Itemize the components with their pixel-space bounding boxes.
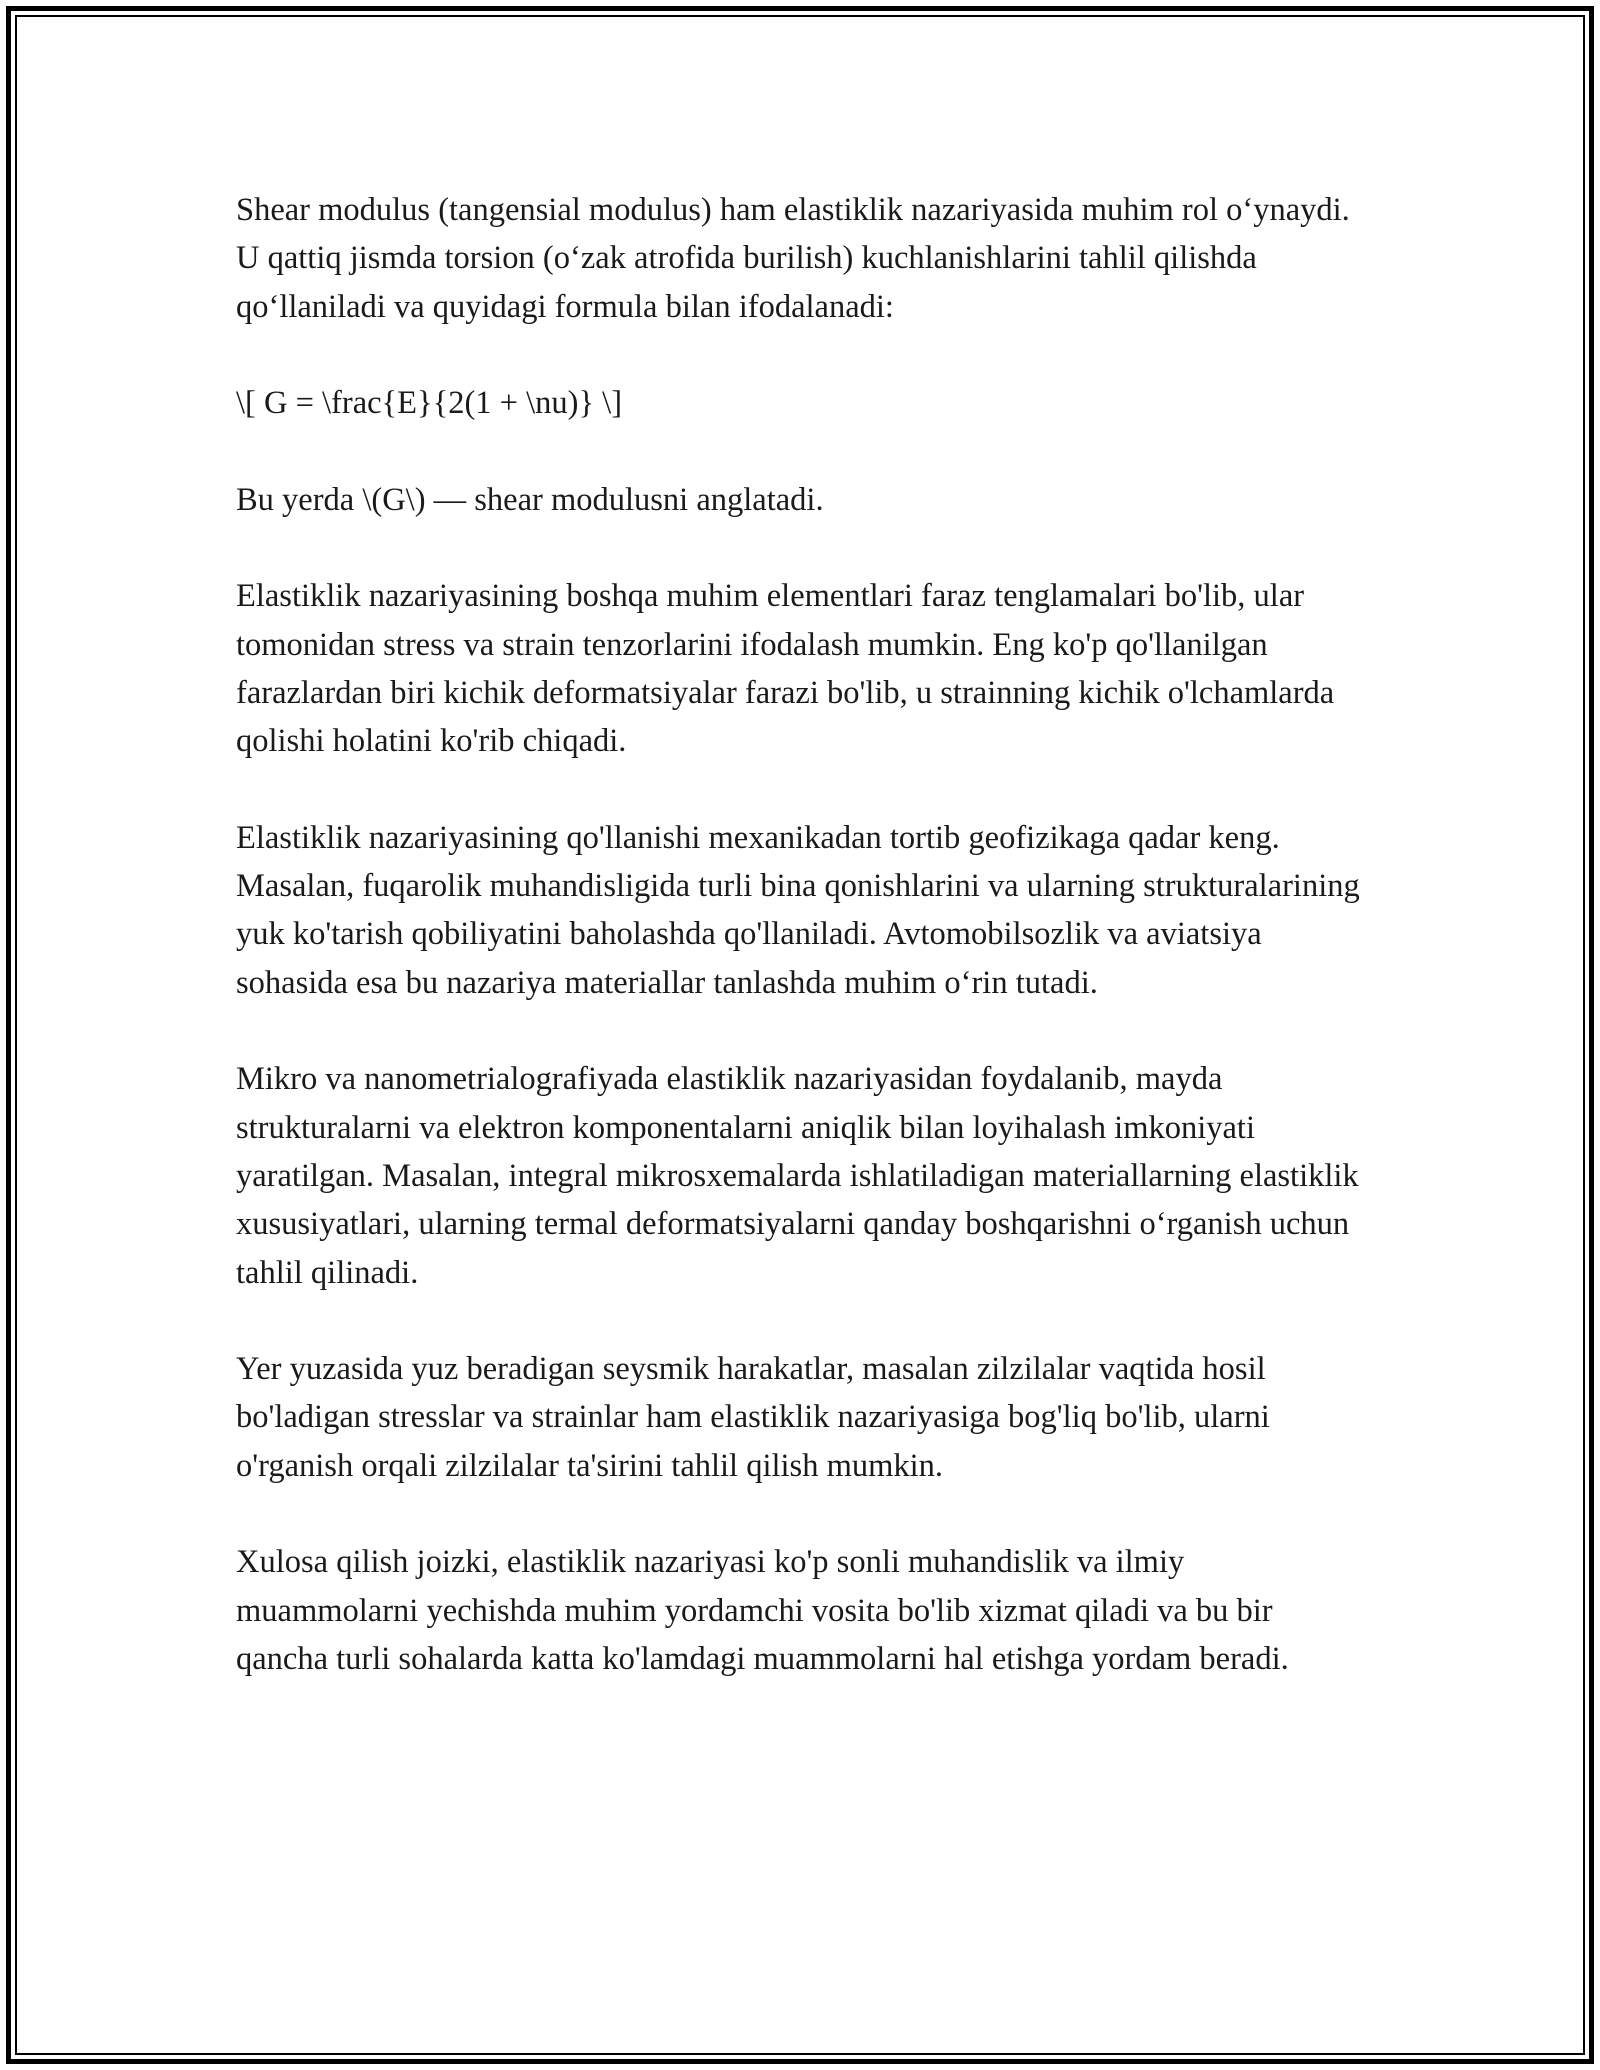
paragraph-micro-nano: Mikro va nanometrialografiyada elastiklik nazariyasidan foydalanib, mayda strukturalarni va elektron komponentalarni aniqlik bilan loyihalash imkoniyati yaratilgan. Masalan, integral mikrosxemalarda ishlatiladigan materiallarning elastiklik xususiyatlari, ularning termal deformatsiyalarni qanday boshqarishni o‘rganish uchun tahlil qilinadi. [236,1061,1359,1291]
paragraph-assumptions: Elastiklik nazariyasining boshqa muhim elementlari faraz tenglamalari bo'lib, ular tomonidan stress va strain tenzorlarini ifodalash mumkin. Eng ko'p qo'llanilgan farazlardan biri kichik deformatsiyalar farazi bo'lib, u strainning kichik o'lchamlarda qolishi holatini ko'rib chiqadi. [236,578,1335,760]
paragraph-formula-explanation: Bu yerda \(G\) — shear modulusni anglatadi. [236,481,824,518]
document-body [236,186,1366,1732]
paragraph-conclusion: Xulosa qilish joizki, elastiklik nazariyasi ko'p sonli muhandislik va ilmiy muammolarni yechishda muhim yordamchi vosita bo'lib xizmat qiladi va bu bir qancha turli sohalarda katta ko'lamdagi muammolarni hal etishga yordam beradi. [236,1544,1289,1677]
formula-shear-modulus: \[ G = \frac{E}{2(1 + \nu)} \] [236,385,623,422]
paragraph-seismic: Yer yuzasida yuz beradigan seysmik harakatlar, masalan zilzilalar vaqtida hosil bo'ladigan stresslar va strainlar ham elastiklik nazariyasiga bog'liq bo'lib, ularni o'rganish orqali zilzilalar ta'sirini tahlil qilish mumkin. [236,1351,1270,1484]
paragraph-shear-modulus: Shear modulus (tangensial modulus) ham elastiklik nazariyasida muhim rol o‘ynaydi. U qattiq jismda torsion (o‘zak atrofida burilish) kuchlanishlarini tahlil qilishda qo‘llaniladi va quyidagi formula bilan ifodalanadi: [236,192,1350,325]
paragraph-applications: Elastiklik nazariyasining qo'llanishi mexanikadan tortib geofizikaga qadar keng. Masalan, fuqarolik muhandisligida turli bina qonishlarini va ularning strukturalarining yuk ko'tarish qobiliyatini baholashda qo'llaniladi. Avtomobilsozlik va aviatsiya sohasida esa bu nazariya materiallar tanlashda muhim o‘rin tutadi. [236,819,1360,1001]
